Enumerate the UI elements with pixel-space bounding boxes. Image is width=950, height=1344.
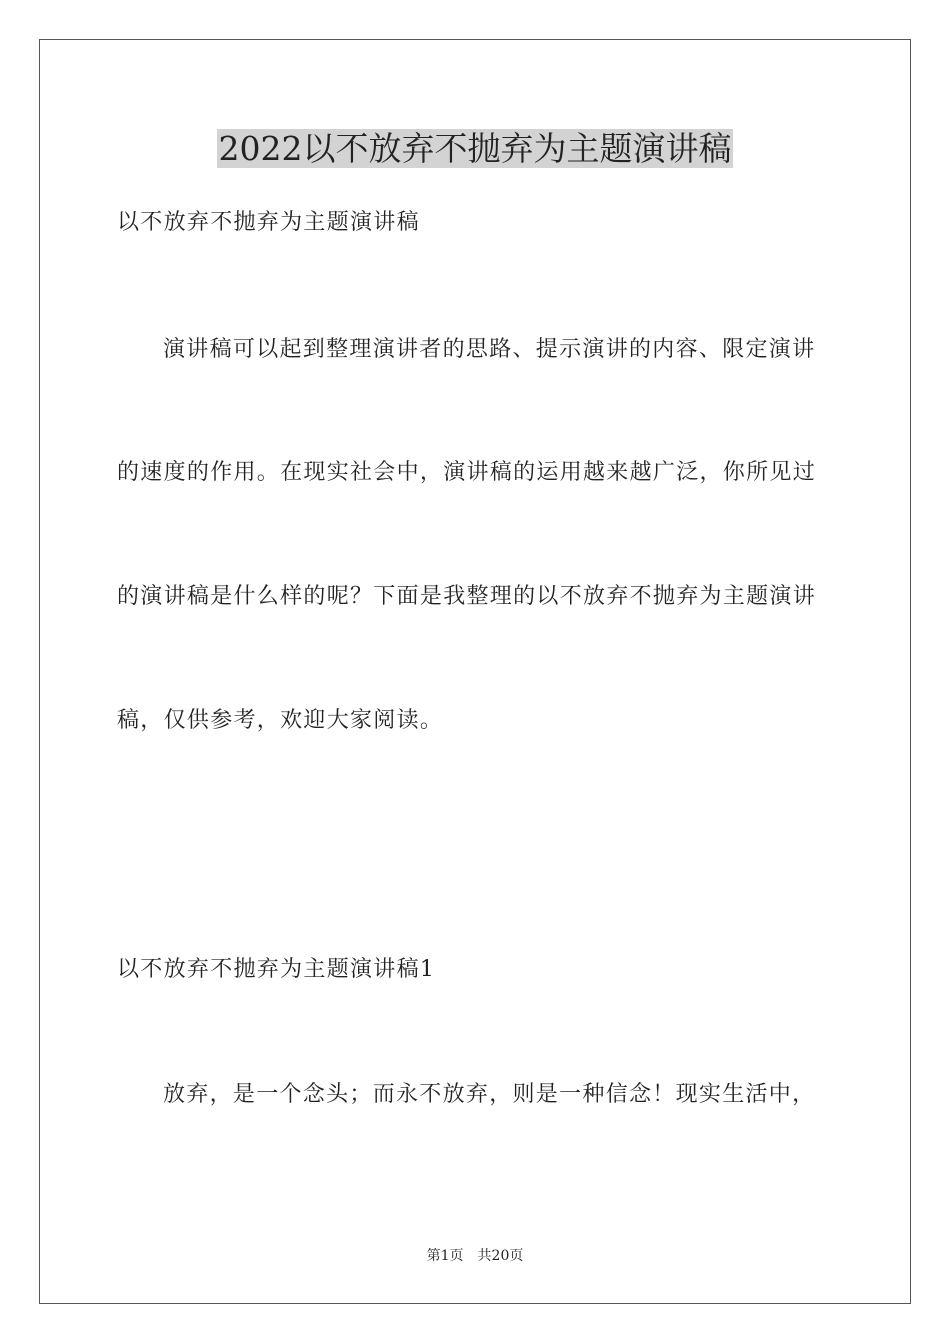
document-subtitle: 以不放弃不抛弃为主题演讲稿 [117, 210, 420, 235]
document-title [0, 126, 950, 172]
intro-line-3: 的演讲稿是什么样的呢？下面是我整理的以不放弃不抛弃为主题演讲 [117, 584, 817, 609]
section-line-1: 放弃，是一个念头；而永不放弃，则是一种信念！现实生活中， [163, 1082, 816, 1107]
page-total: 共20页 [477, 1248, 524, 1264]
section-heading: 以不放弃不抛弃为主题演讲稿1 [117, 957, 436, 982]
intro-line-2: 的速度的作用。在现实社会中，演讲稿的运用越来越广泛，你所见过 [117, 460, 817, 485]
page-number: 第1页 [426, 1248, 464, 1264]
intro-line-1: 演讲稿可以起到整理演讲者的思路、提示演讲的内容、限定演讲 [163, 337, 816, 362]
intro-line-4: 稿，仅供参考，欢迎大家阅读。 [117, 708, 444, 733]
document-title-text: 2022以不放弃不抛弃为主题演讲稿 [218, 129, 732, 168]
page-footer [0, 1246, 950, 1266]
